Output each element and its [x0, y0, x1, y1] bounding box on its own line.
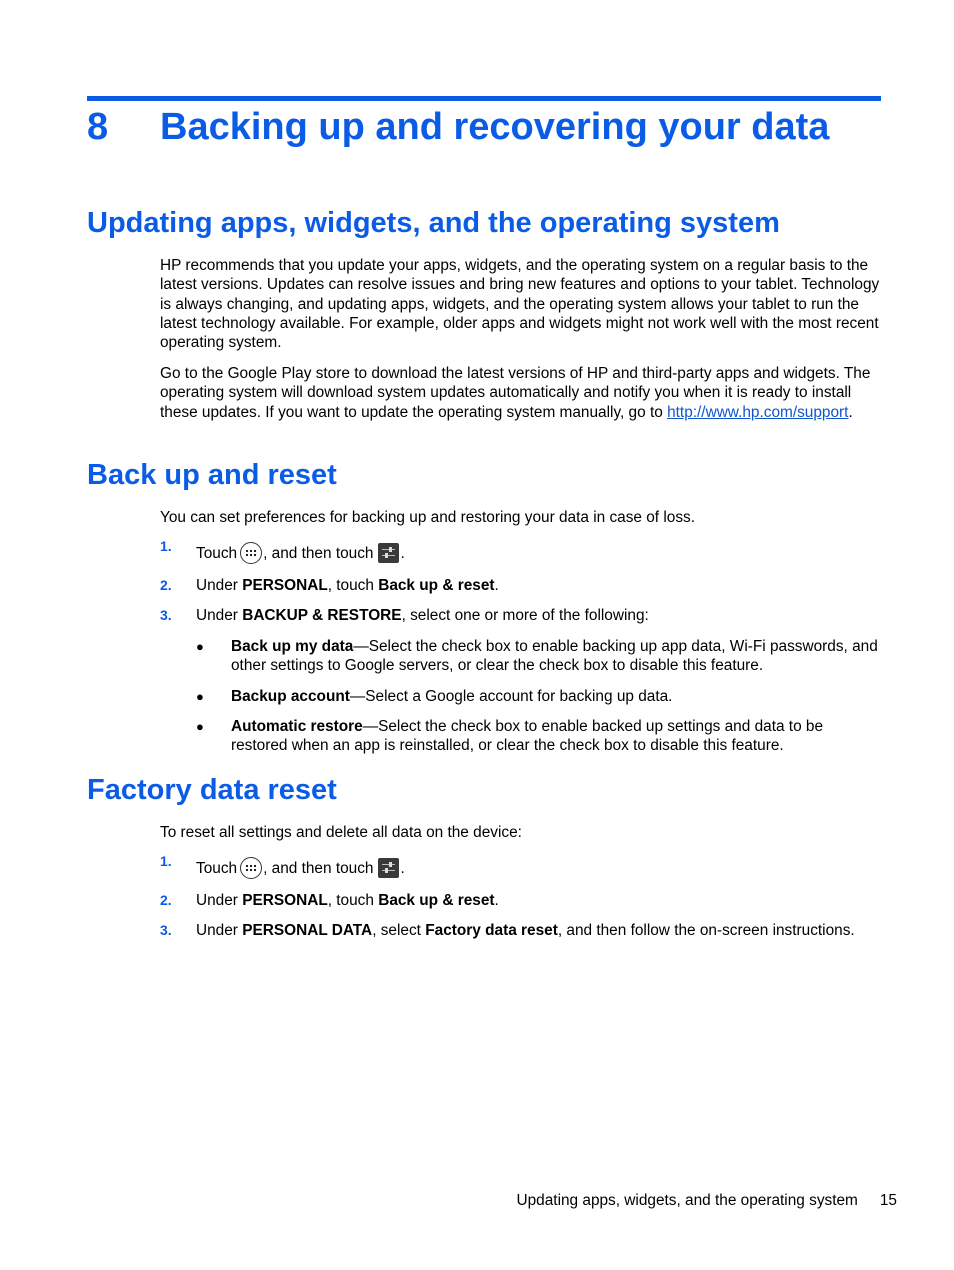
step-text: Touch [196, 860, 238, 877]
step-number: 3. [160, 607, 172, 623]
updating-paragraph-2-text: Go to the Google Play store to download the latest versions of HP and third-party apps and widgets. The operating system will download system updates automatically and notify you when it is ready to install these updates. If you want to update the operating system manually, go to [160, 365, 871, 421]
chapter-title [87, 106, 829, 149]
backup-intro: You can set preferences for backing up and restoring your data in case of loss. [160, 509, 696, 526]
step-bold: Factory data reset [425, 922, 558, 939]
chapter-rule [87, 96, 881, 101]
step-text: Under [196, 577, 243, 594]
chapter-number: 8 [87, 106, 109, 148]
bullet-text: —Select a Google account for backing up data. [349, 688, 673, 705]
updating-paragraph-2-end: . [848, 403, 853, 421]
step-number: 2. [160, 577, 172, 593]
bullet-mark: ● [196, 719, 204, 734]
step-text: Under [196, 922, 243, 939]
step-text: , touch [327, 892, 379, 909]
step-text: . [494, 892, 499, 909]
step-bold: PERSONAL [242, 892, 328, 909]
step-text: , touch [327, 577, 379, 594]
step-number: 1. [160, 853, 172, 869]
bullet-term: Back up my data [231, 638, 354, 655]
section-heading-updating: Updating apps, widgets, and the operating system [87, 207, 780, 239]
step-text: , and then follow the on-screen instructions. [557, 922, 855, 939]
step-text: Under [196, 892, 243, 909]
step-text: Touch [196, 545, 238, 562]
apps-grid-icon [240, 542, 262, 564]
step-bold: BACKUP & RESTORE [242, 607, 402, 624]
page-footer [517, 1192, 898, 1210]
step-text: , and then touch [263, 860, 374, 877]
step-text: , select one or more of the following: [401, 607, 649, 624]
bullet-mark: ● [196, 639, 204, 654]
updating-paragraph-2 [160, 364, 882, 422]
page-number: 15 [879, 1192, 897, 1209]
apps-grid-icon [240, 857, 262, 879]
step-text: , select [372, 922, 426, 939]
bullet-term: Backup account [231, 688, 350, 705]
hp-support-link[interactable]: http://www.hp.com/support [667, 403, 849, 421]
bullet-text: —Select the check box to enable backed up settings and data to be restored when an app is reinstalled, or clear the check box to disable this feature. [231, 718, 824, 755]
step-text: . [400, 860, 405, 877]
chapter-title-text: Backing up and recovering your data [160, 106, 830, 148]
step-number: 3. [160, 922, 172, 938]
footer-text: Updating apps, widgets, and the operating system [516, 1192, 858, 1209]
settings-icon [378, 543, 399, 563]
settings-icon [378, 858, 399, 878]
step-bold: PERSONAL DATA [242, 922, 373, 939]
factory-intro: To reset all settings and delete all data on the device: [160, 824, 522, 841]
step-bold: Back up & reset [378, 892, 495, 909]
step-text: , and then touch [263, 545, 374, 562]
updating-paragraph-1: HP recommends that you update your apps, widgets, and the operating system on a regular basis to the latest versions. Updates can resolve issues and bring new features and options to your tablet. Technology is always changing, and updating apps, widgets, and the operating system allows your tablet to run the latest technology available. For example, older apps and widgets might not work well with the most recent operating system. [160, 257, 880, 352]
section-heading-backup: Back up and reset [87, 459, 337, 491]
bullet-text: —Select the check box to enable backing up app data, Wi-Fi passwords, and other settings to Google servers, or clear the check box to disable this feature. [231, 638, 878, 675]
section-heading-factory: Factory data reset [87, 774, 337, 806]
step-bold: Back up & reset [378, 577, 495, 594]
step-number: 1. [160, 538, 172, 554]
step-bold: PERSONAL [242, 577, 328, 594]
step-text: . [400, 545, 405, 562]
bullet-mark: ● [196, 689, 204, 704]
step-text: . [494, 577, 499, 594]
step-number: 2. [160, 892, 172, 908]
bullet-term: Automatic restore [231, 718, 363, 735]
step-text: Under [196, 607, 243, 624]
